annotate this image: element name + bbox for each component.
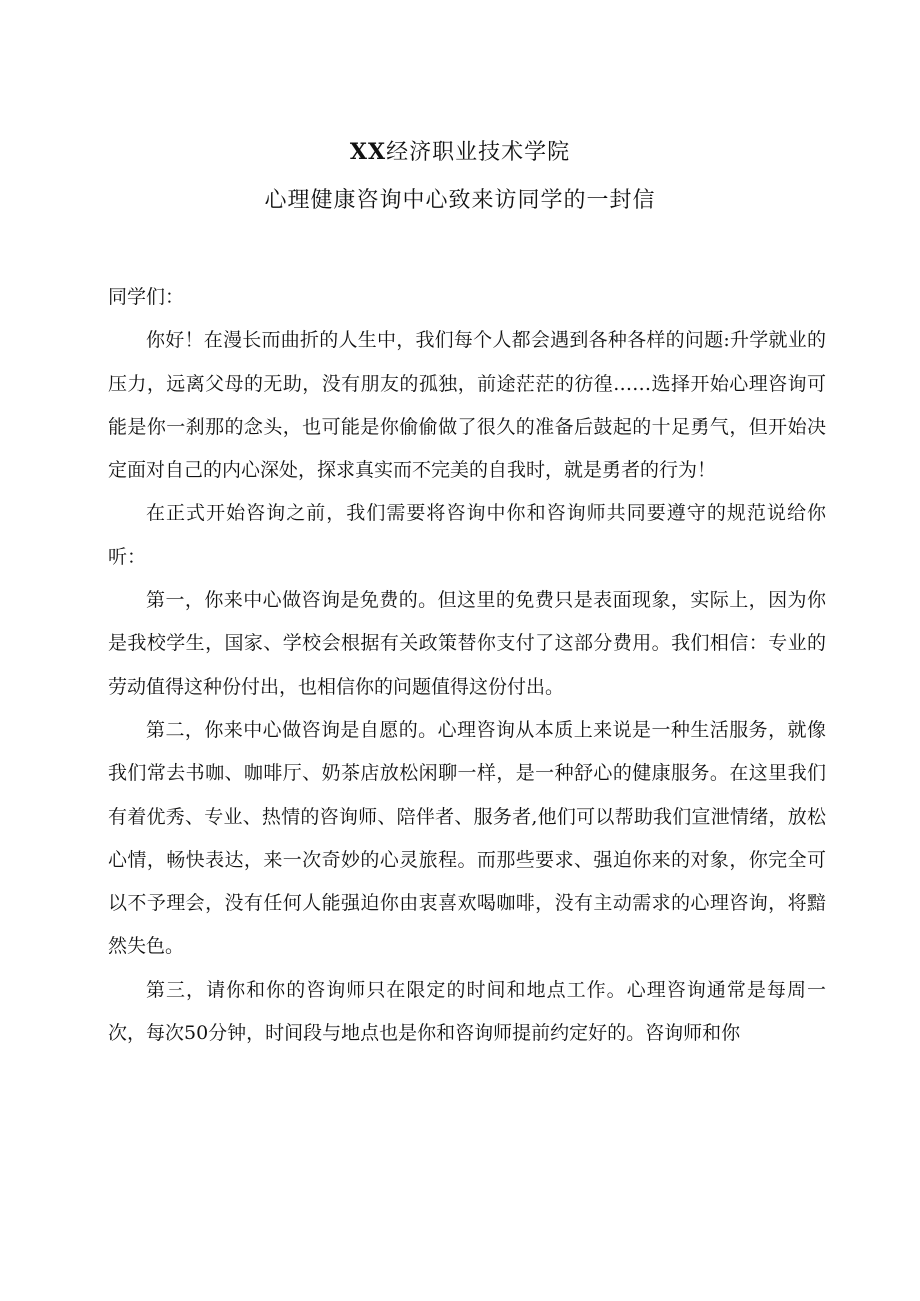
paragraph-intro: 在正式开始咨询之前，我们需要将咨询中你和咨询师共同要遵守的规范说给你听： bbox=[108, 502, 826, 568]
paragraph-rule-two: 第二，你来中心做咨询是自愿的。心理咨询从本质上来说是一种生活服务，就像我们常去书咖、咖啡厅、奶茶店放松闲聊一样，是一种舒心的健康服务。在这里我们有着优秀、专业、热情的咨询师、陪伴者、服务者,他们可以帮助我们宣泄情绪，放松心情，畅快表达，来一次奇妙的心灵旅程。而那些要求、强迫你来的对象，你完全可以不予理会，没有任何人能强迫你由衷喜欢喝咖啡，没有主动需求的心理咨询，将黯然失色。 bbox=[108, 718, 826, 958]
title-block bbox=[0, 128, 920, 225]
letter-title: 心理健康咨询中心致来访同学的一封信 bbox=[264, 188, 656, 213]
paragraph-rule-one: 第一，你来中心做咨询是免费的。但这里的免费只是表面现象，实际上，因为你是我校学生，国家、学校会根据有关政策替你支付了这部分费用。我们相信：专业的劳动值得这种份付出，也相信你的问题值得这份付出。 bbox=[108, 589, 826, 698]
paragraph-greeting: 你好！在漫长而曲折的人生中，我们每个人都会遇到各种各样的问题:升学就业的压力，远离父母的无助，没有朋友的孤独，前途茫茫的彷徨……选择开始心理咨询可能是你一刹那的念头，也可能是你偷偷做了很久的准备后鼓起的十足勇气，但开始决定面对自己的内心深处，探求真实而不完美的自我时，就是勇者的行为！ bbox=[108, 329, 826, 482]
school-title bbox=[0, 128, 920, 177]
paragraph-rule-three: 第三，请你和你的咨询师只在限定的时间和地点工作。心理咨询通常是每周一次，每次50分钟，时间段与地点也是你和咨询师提前约定好的。咨询师和你 bbox=[108, 978, 826, 1045]
salutation: 同学们： bbox=[108, 286, 185, 308]
school-prefix: XX bbox=[349, 139, 387, 165]
school-name: 经济职业技术学院 bbox=[386, 140, 571, 165]
letter-body bbox=[108, 276, 826, 1055]
